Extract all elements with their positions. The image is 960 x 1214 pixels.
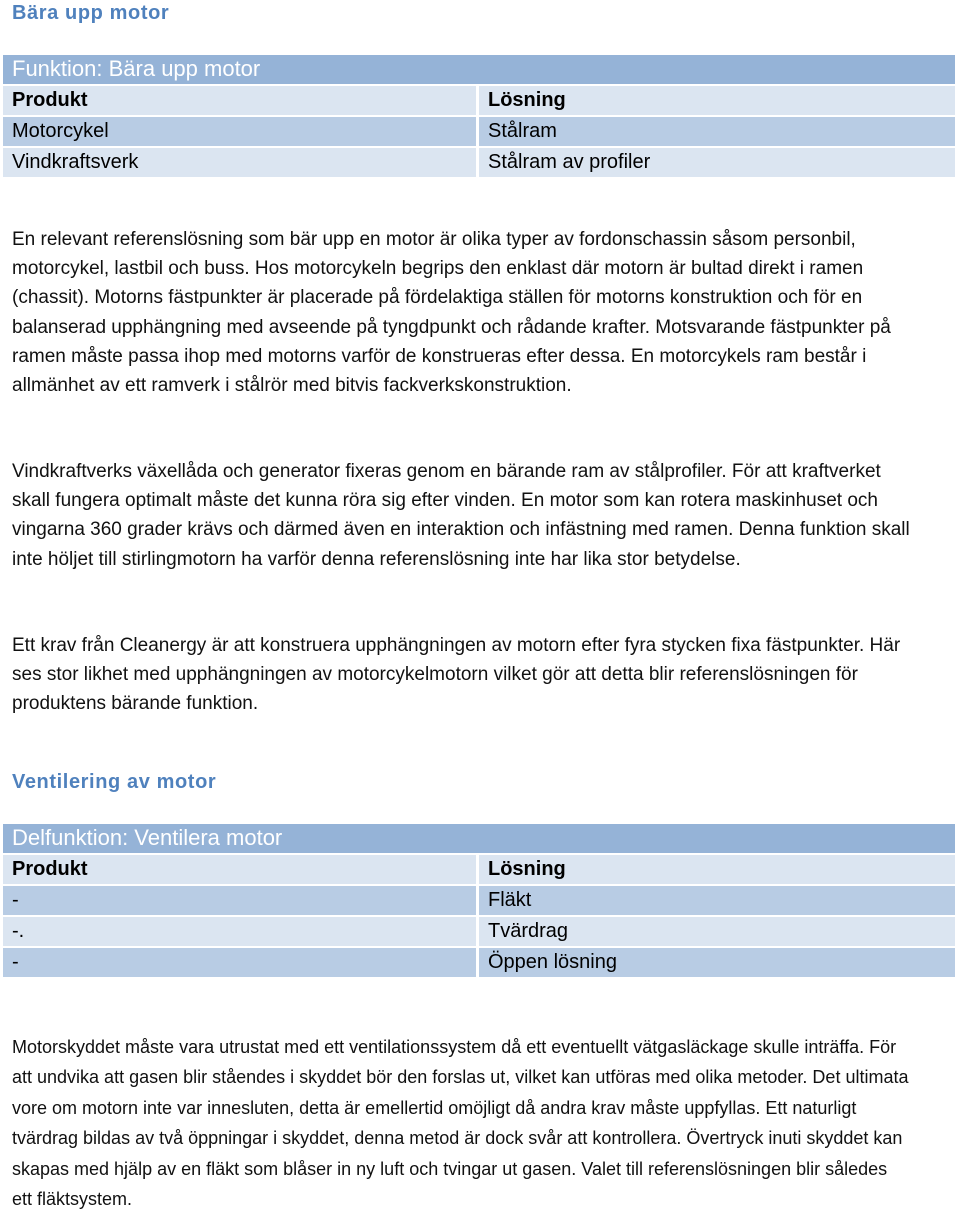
table-cell-losning: Fläkt (479, 886, 955, 915)
paragraph: Motorskyddet måste vara utrustat med ett ventilationssystem då ett eventuellt vätgasläckage skulle inträffa. För att undvika att gasen blir ståendes i skyddet bör den forslas ut, vilket kan utföras med olika metoder. Det ultimata vore om motorn inte var innesluten, detta är emellertid omöjligt då andra krav måste uppfyllas. Ett naturligt tvärdrag bildas av två öppningar i skyddet, denna metod är dock svår att kontrollera. Övertryck inuti skyddet kan skapas med hjälp av en fläkt som blåser in ny luft och tvingar ut gasen. Valet till referenslösningen blir således ett fläktsystem. (12, 1037, 909, 1210)
table-cell-produkt: -. (3, 917, 476, 946)
paragraph: En relevant referenslösning som bär upp en motor är olika typer av fordonschassin såsom personbil, motorcykel, lastbil och buss. Hos motorcykeln begrips den enklast där motorn är bultad direkt i ramen (chassit). Motorns fästpunkter är placerade på fördelaktiga ställen för motorns konstruktion och för en balanserad upphängning med avseende på tyngdpunkt och rådande krafter. Motsvarande fästpunkter på ramen måste passa ihop med motorns varför de konstrueras efter dessa. En motorcykels ram består i allmänhet av ett ramverk i stålrör med bitvis fackverkskonstruktion. (12, 229, 891, 397)
table-title-row (3, 824, 955, 853)
table-cell-produkt: Motorcykel (3, 117, 476, 146)
function-table-ventilera-motor (3, 824, 955, 979)
table-row (3, 948, 955, 977)
paragraph: Vindkraftverks växellåda och generator fixeras genom en bärande ram av stålprofiler. För att kraftverket skall fungera optimalt måste det kunna röra sig efter vinden. En motor som kan rotera maskinhuset och vingarna 360 grader krävs och därmed även en interaktion och infästning med ramen. Denna funktion skall inte höljet till stirlingmotorn ha varför denna referenslösning inte har lika stor betydelse. (12, 461, 910, 570)
function-table-bara-upp-motor (3, 55, 955, 179)
table-cell-produkt: - (3, 948, 476, 977)
table-row (3, 886, 955, 915)
column-header-produkt: Produkt (3, 86, 476, 115)
section-heading-bara-upp-motor: Bära upp motor (12, 2, 170, 24)
table-cell-losning: Stålram av profiler (479, 148, 955, 177)
table-row (3, 917, 955, 946)
table-title-row (3, 55, 955, 84)
table-header-row (3, 855, 955, 884)
table-row (3, 117, 955, 146)
table-title: Funktion: Bära upp motor (12, 56, 261, 81)
table-row (3, 148, 955, 177)
table-cell-losning: Tvärdrag (479, 917, 955, 946)
table-header-row (3, 86, 955, 115)
table-title: Delfunktion: Ventilera motor (12, 825, 283, 850)
table-cell-losning: Stålram (479, 117, 955, 146)
column-header-losning: Lösning (479, 86, 955, 115)
table-cell-losning: Öppen lösning (479, 948, 955, 977)
paragraph: Ett krav från Cleanergy är att konstruera upphängningen av motorn efter fyra stycken fixa fästpunkter. Här ses stor likhet med upphängningen av motorcykelmotorn vilket gör att detta blir referenslösningen för produktens bärande funktion. (12, 635, 901, 715)
section-heading-ventilering-av-motor: Ventilering av motor (12, 771, 217, 793)
table-cell-produkt: - (3, 886, 476, 915)
column-header-produkt: Produkt (3, 855, 476, 884)
table-cell-produkt: Vindkraftsverk (3, 148, 476, 177)
column-header-losning: Lösning (479, 855, 955, 884)
